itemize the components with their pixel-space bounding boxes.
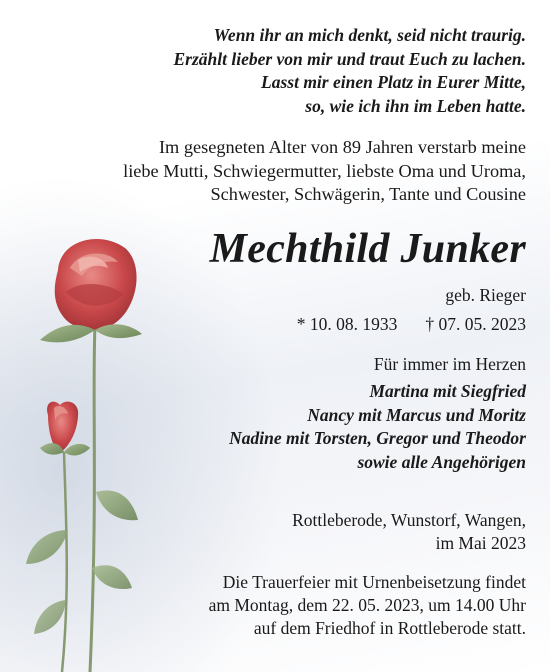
place-and-date [292, 509, 526, 555]
poem-line: Erzählt lieber von mir und traut Euch zu lachen. [173, 48, 526, 69]
death-date: † 07. 05. 2023 [425, 314, 526, 334]
rose-icon [0, 230, 200, 672]
poem [173, 24, 526, 118]
mourner-line: sowie alle Angehörigen [357, 451, 526, 472]
funeral-info [209, 571, 526, 640]
maiden-name: geb. Rieger [445, 285, 526, 305]
place-line: im Mai 2023 [435, 533, 526, 553]
mourners-intro: Für immer im Herzen [373, 354, 526, 374]
announcement-line: Schwester, Schwägerin, Tante und Cousine [210, 184, 526, 204]
funeral-line: Die Trauerfeier mit Urnenbeisetzung findet [222, 572, 526, 592]
poem-line: Wenn ihr an mich denkt, seid nicht traurig. [213, 25, 526, 45]
mourner-line: Nadine mit Torsten, Gregor und Theodor [229, 428, 526, 448]
announcement-line: liebe Mutti, Schwiegermutter, liebste Oma und Uroma, [123, 160, 526, 181]
funeral-line: auf dem Friedhof in Rottleberode statt. [253, 618, 526, 638]
announcement-line: Im gesegneten Alter von 89 Jahren verstarb meine [158, 137, 526, 157]
poem-line: Lasst mir einen Platz in Eurer Mitte, [261, 72, 526, 92]
mourners-list [229, 380, 526, 474]
place-line: Rottleberode, Wunstorf, Wangen, [292, 510, 526, 530]
poem-line: so, wie ich ihn im Leben hatte. [305, 95, 526, 116]
deceased-name: Mechthild Junker [209, 226, 526, 272]
rose-flower-large [40, 239, 142, 342]
rose-bud [40, 402, 90, 456]
mourner-line: Martina mit Siegfried [369, 381, 526, 401]
mourner-line: Nancy mit Marcus und Moritz [307, 404, 526, 425]
birth-date: * 10. 08. 1933 [296, 314, 398, 334]
announcement [123, 136, 526, 207]
life-dates [297, 313, 526, 335]
funeral-line: am Montag, dem 22. 05. 2023, um 14.00 Uhr [208, 595, 526, 615]
